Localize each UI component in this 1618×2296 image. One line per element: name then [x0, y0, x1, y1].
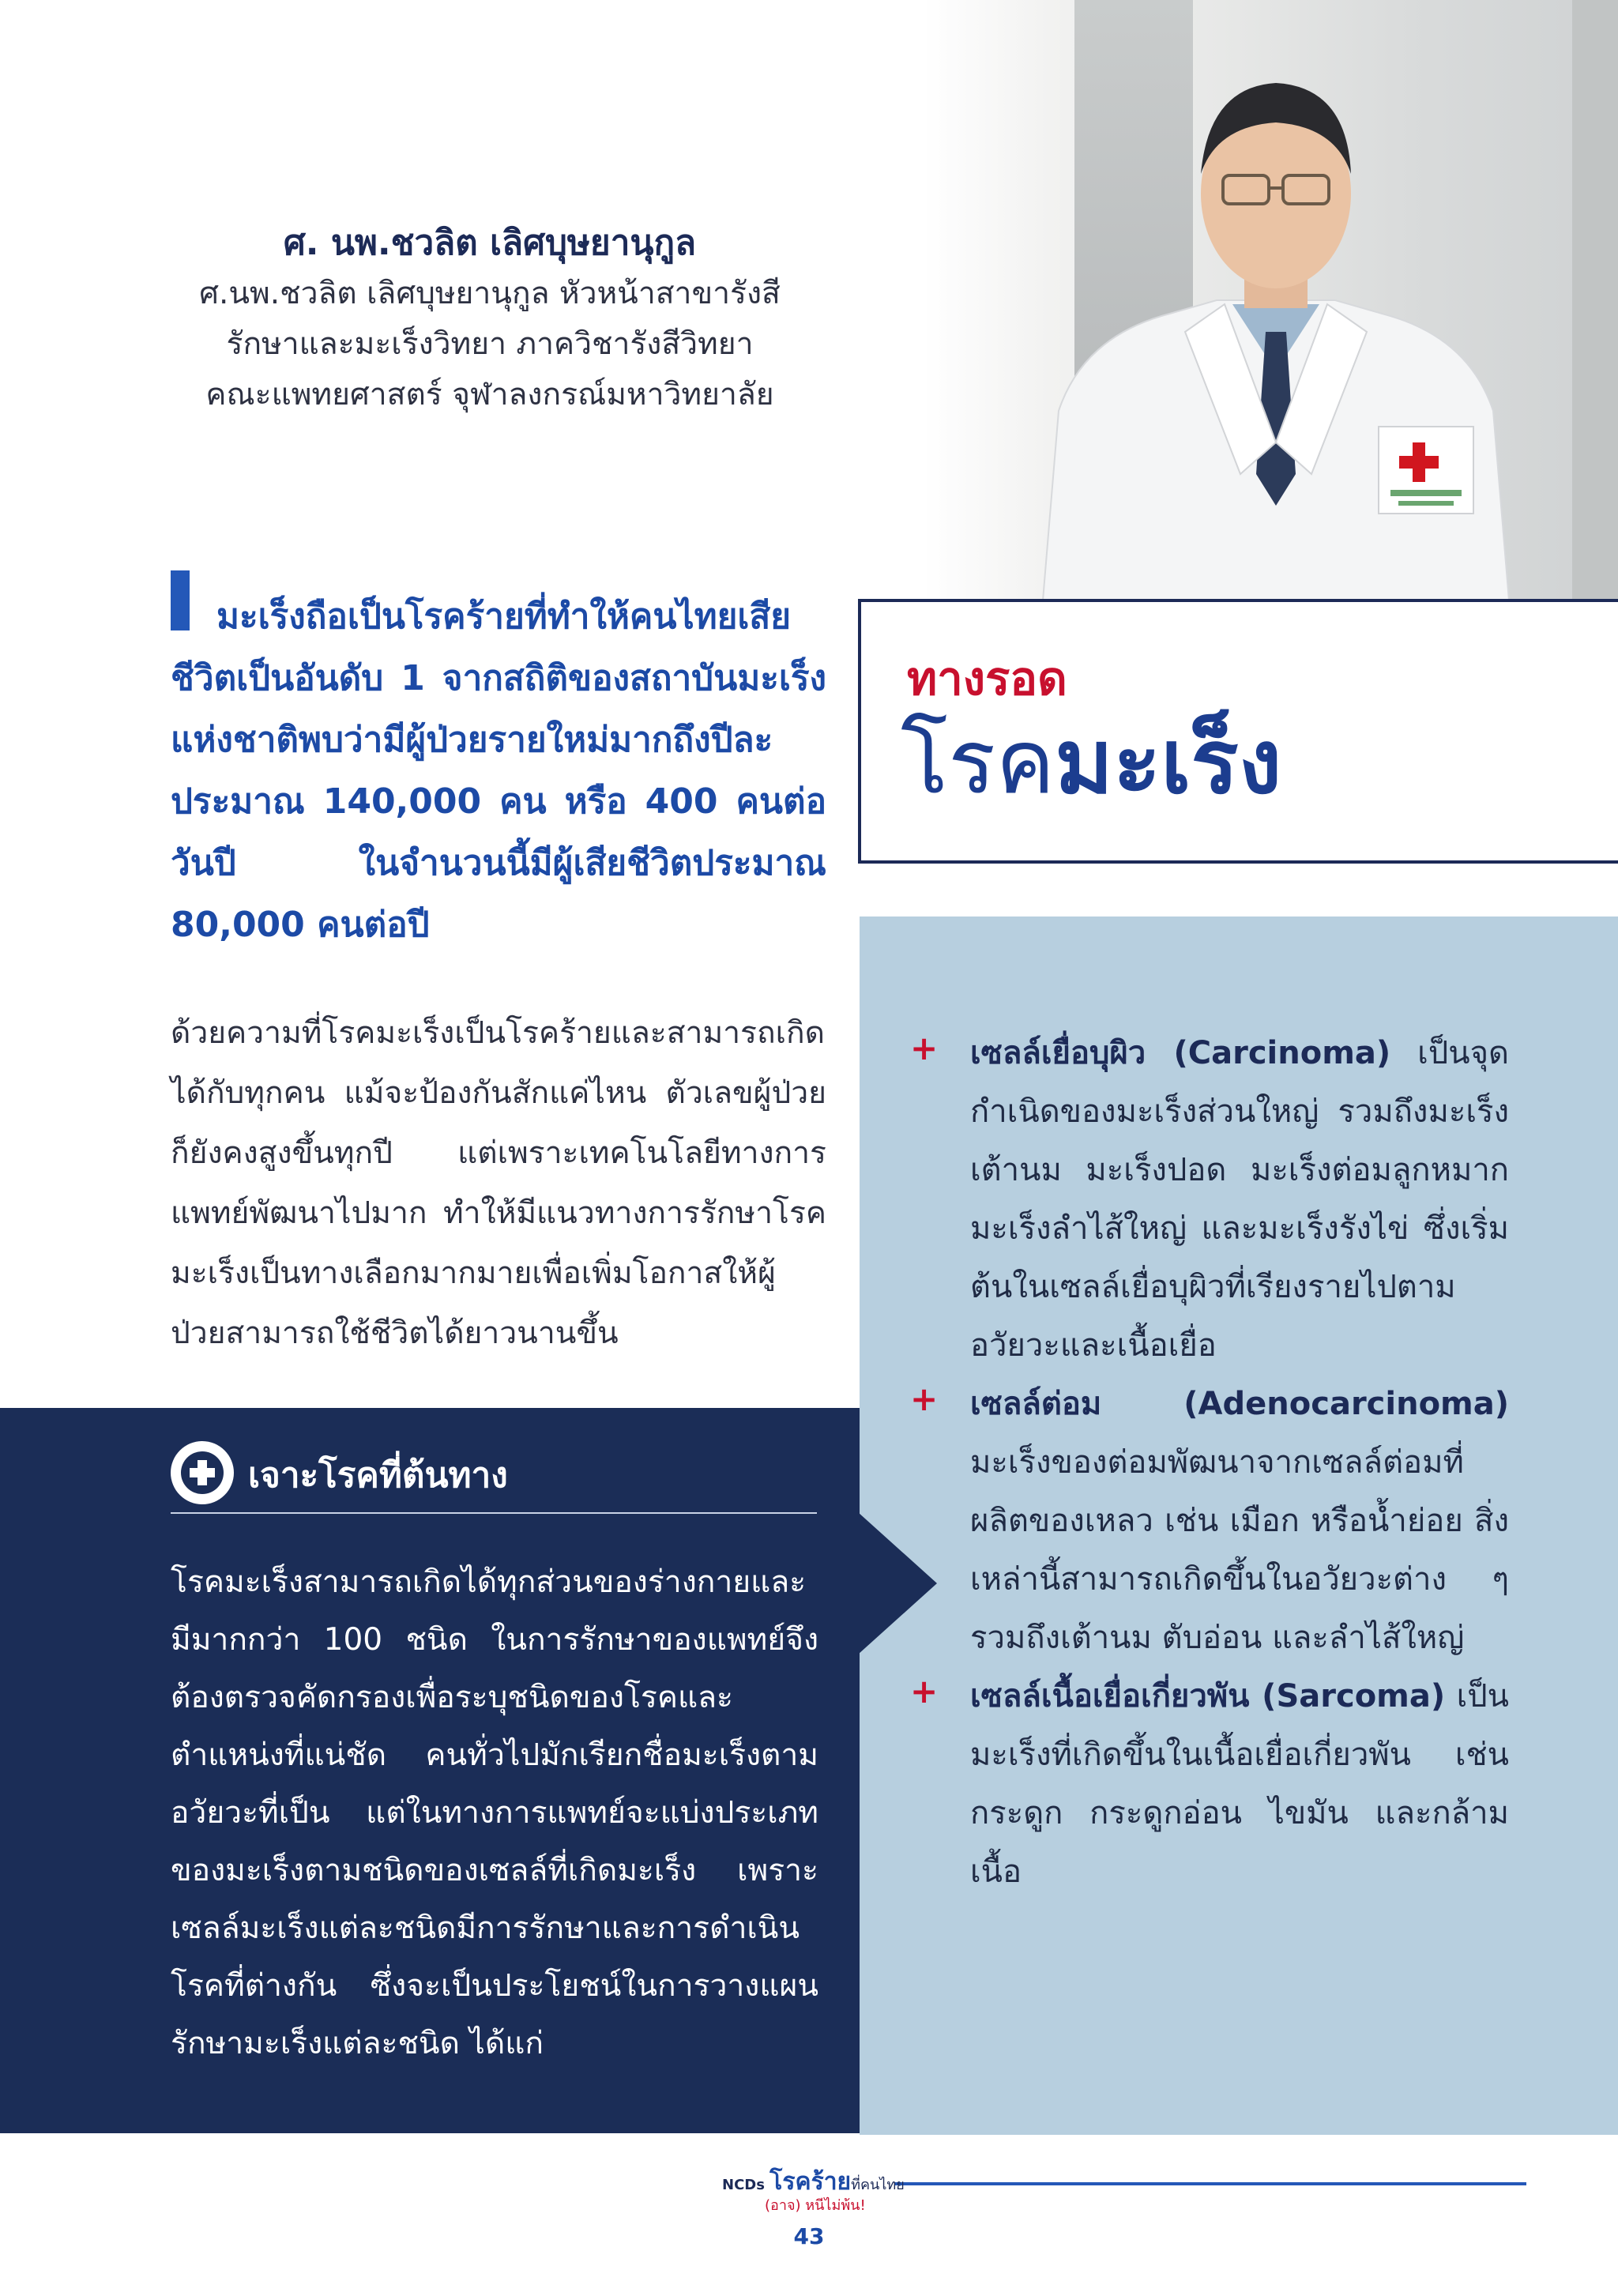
- doctor-bio-line: ศ.นพ.ชวลิต เลิศบุษยานุกูล หัวหน้าสาขารังสี: [199, 276, 781, 311]
- footer-brand-ncds: NCDs: [722, 2177, 765, 2193]
- cell-type-name: เซลล์ต่อม (Adenocarcinoma): [970, 1386, 1509, 1422]
- footer-tagline: (อาจ) หนีไม่พ้น!: [765, 2197, 866, 2214]
- section-title: เจาะโรคที่ต้นทาง: [248, 1455, 508, 1496]
- plus-icon: +: [910, 1379, 939, 1418]
- footer-brand-subtitle: ที่คนไทย: [851, 2177, 905, 2193]
- cell-types-list: [910, 1024, 1509, 1901]
- list-item: [910, 1375, 1509, 1667]
- cell-type-name: เซลล์เนื้อเยื่อเกี่ยวพัน (Sarcoma): [970, 1678, 1446, 1714]
- cell-type-desc: เป็นจุดกำเนิดของมะเร็งส่วนใหญ่ รวมถึงมะเร็งเต้านม มะเร็งปอด มะเร็งต่อมลูกหมาก มะเร็งลำไส้ใหญ่ และมะเร็งรังไข่ ซึ่งเริ่มต้นในเซลล์เยื่อบุผิวที่เรียงรายไปตามอวัยวะและเนื้อเยื่อ: [970, 1035, 1509, 1364]
- list-item: [910, 1024, 1509, 1375]
- section-text: โรคมะเร็งสามารถเกิดได้ทุกส่วนของร่างกายและมีมากกว่า 100 ชนิด ในการรักษาของแพทย์จึงต้องตรวจคัดกรองเพื่อระบุชนิดของโรคและตำแหน่งที่แน่ชัด คนทั่วไปมักเรียกชื่อมะเร็งตามอวัยวะที่เป็น แต่ในทางการแพทย์จะแบ่งประเภทของมะเร็งตามชนิดของเซลล์ที่เกิดมะเร็ง เพราะเซลล์มะเร็งแต่ละชนิดมีการรักษาและการดำเนินโรคที่ต่างกัน ซึ่งจะเป็นประโยชน์ในการวางแผนรักษามะเร็งแต่ละชนิด ได้แก่: [171, 1564, 818, 2061]
- cell-type-desc: เป็นมะเร็งที่เกิดขึ้นในเนื้อเยื่อเกี่ยวพัน เช่น กระดูก กระดูกอ่อน ไขมัน และกล้ามเนื้อ: [970, 1678, 1509, 1890]
- doctor-bio-line: คณะแพทยศาสตร์ จุฬาลงกรณ์มหาวิทยาลัย: [205, 377, 774, 412]
- article-title-thin: โรค: [901, 711, 1055, 814]
- list-item: [910, 1667, 1509, 1901]
- doctor-photo: [924, 0, 1618, 600]
- body-paragraph: ด้วยความที่โรคมะเร็งเป็นโรคร้ายและสามารถเกิดได้กับทุกคน แม้จะป้องกันสักแค่ไหน ตัวเลขผู้ป่วยก็ยังคงสูงขึ้นทุกปี แต่เพราะเทคโนโลยีทางการแพทย์พัฒนาไปมาก ทำให้มีแนวทางการรักษาโรคมะเร็งเป็นทางเลือกมากมายเพื่อเพิ่มโอกาสให้ผู้ป่วยสามารถใช้ชีวิตได้ยาวนานขึ้น: [171, 1015, 826, 1351]
- footer-brand-title: โรคร้าย: [769, 2168, 852, 2196]
- plus-icon: +: [910, 1029, 939, 1067]
- doctor-bio: [158, 269, 822, 420]
- article-title-bold: มะเร็ง: [1055, 711, 1282, 814]
- section-divider: [171, 1512, 817, 1514]
- article-title: [901, 711, 1281, 814]
- plus-icon: +: [910, 1672, 939, 1711]
- section-arrow: [858, 1512, 937, 1654]
- doctor-name: ศ. นพ.ชวลิต เลิศบุษยานุกูล: [283, 223, 697, 263]
- doctor-figure: [924, 0, 1618, 600]
- article-kicker: ทางรอด: [907, 652, 1067, 706]
- medical-cross-icon: [171, 1441, 234, 1504]
- cell-type-desc: มะเร็งของต่อมพัฒนาจากเซลล์ต่อมที่ผลิตของเหลว เช่น เมือก หรือน้ำย่อย สิ่งเหล่านี้สามารถเกิดขึ้นในอวัยวะต่าง ๆ รวมถึงเต้านม ตับอ่อน และลำไส้ใหญ่: [970, 1444, 1509, 1656]
- footer-rule: [894, 2182, 1526, 2185]
- page-number: 43: [793, 2223, 825, 2249]
- lead-paragraph: มะเร็งถือเป็นโรคร้ายที่ทำให้คนไทยเสียชีวิตเป็นอันดับ 1 จากสถิติของสถาบันมะเร็งแห่งชาติพบว่ามีผู้ป่วยรายใหม่มากถึงปีละประมาณ 140,000 คน หรือ 400 คนต่อวันปี ในจำนวนนี้มีผู้เสียชีวิตประมาณ 80,000 คนต่อปี: [171, 597, 826, 945]
- doctor-bio-line: รักษาและมะเร็งวิทยา ภาควิชารังสีวิทยา: [226, 326, 754, 362]
- cell-type-name: เซลล์เยื่อบุผิว (Carcinoma): [970, 1035, 1391, 1071]
